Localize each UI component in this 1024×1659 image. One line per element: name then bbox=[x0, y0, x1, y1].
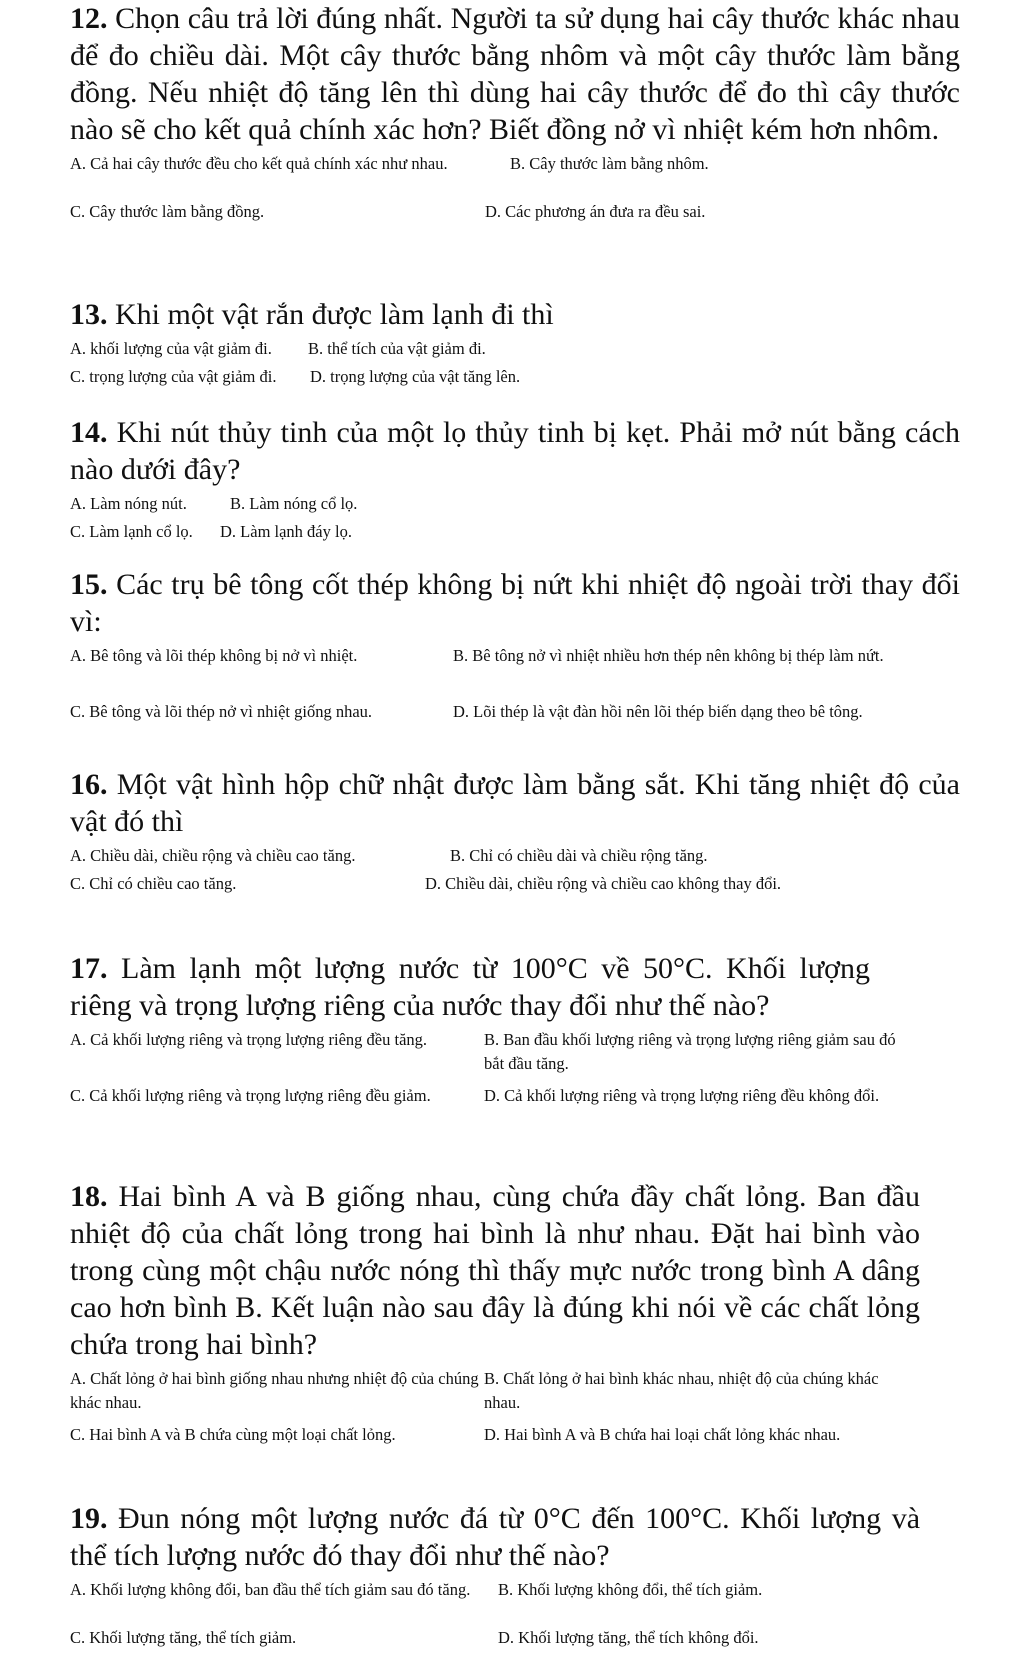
option-b[interactable]: B. Khối lượng không đổi, thể tích giảm. bbox=[498, 1580, 763, 1599]
question-text: Các trụ bê tông cốt thép không bị nứt khi nhiệt độ ngoài trời thay đổi vì: bbox=[70, 568, 961, 638]
option-d[interactable]: D. Lõi thép là vật đàn hồi nên lõi thép biến dạng theo bê tông. bbox=[453, 702, 863, 721]
option-b[interactable]: B. Ban đầu khối lượng riêng và trọng lượng riêng giảm sau đó bắt đầu tăng. bbox=[484, 1030, 896, 1073]
question-number: 15. bbox=[70, 568, 108, 601]
question-13 bbox=[70, 296, 960, 391]
question-text: Khi nút thủy tinh của một lọ thủy tinh bị kẹt. Phải mở nút bằng cách nào dưới đây? bbox=[70, 416, 960, 486]
question-15 bbox=[70, 566, 960, 754]
question-number: 19. bbox=[70, 1502, 108, 1535]
question-text: Một vật hình hộp chữ nhật được làm bằng sắt. Khi tăng nhiệt độ của vật đó thì bbox=[70, 768, 960, 838]
question-text: Hai bình A và B giống nhau, cùng chứa đầy chất lỏng. Ban đầu nhiệt độ của chất lỏng trong hai bình là như nhau. Đặt hai bình vào trong cùng một chậu nước nóng thì thấy mực nước trong bình A dâng cao hơn bình B. Kết luận nào sau đây là đúng khi nói về các chất lỏng chứa trong hai bình? bbox=[70, 1180, 920, 1361]
answer-options bbox=[70, 844, 960, 922]
question-number: 18. bbox=[70, 1180, 108, 1213]
answer-options bbox=[70, 1028, 960, 1138]
option-b[interactable]: B. Chất lỏng ở hai bình khác nhau, nhiệt độ của chúng khác nhau. bbox=[484, 1369, 879, 1412]
answer-options bbox=[70, 1367, 960, 1477]
question-16 bbox=[70, 766, 960, 922]
option-d[interactable]: D. Các phương án đưa ra đều sai. bbox=[485, 202, 706, 221]
question-number: 17. bbox=[70, 952, 108, 985]
question-text: Làm lạnh một lượng nước từ 100°C về 50°C. Khối lượng riêng và trọng lượng riêng của nước thay đổi như thế nào? bbox=[70, 952, 871, 1022]
option-c[interactable]: C. Cây thước làm bằng đồng. bbox=[70, 202, 265, 221]
option-c[interactable]: C. trọng lượng của vật giảm đi. bbox=[70, 367, 277, 386]
option-d[interactable]: D. Chiều dài, chiều rộng và chiều cao không thay đổi. bbox=[425, 874, 782, 893]
answer-options bbox=[70, 337, 960, 391]
question-text: Khi một vật rắn được làm lạnh đi thì bbox=[115, 298, 554, 331]
question-14 bbox=[70, 414, 960, 546]
question-number: 13. bbox=[70, 298, 108, 331]
question-number: 12. bbox=[70, 2, 108, 35]
option-c[interactable]: C. Làm lạnh cổ lọ. bbox=[70, 522, 193, 541]
question-17 bbox=[70, 950, 960, 1138]
option-c[interactable]: C. Chỉ có chiều cao tăng. bbox=[70, 874, 237, 893]
option-a[interactable]: A. Làm nóng nút. bbox=[70, 494, 187, 513]
option-c[interactable]: C. Cả khối lượng riêng và trọng lượng riêng đều giảm. bbox=[70, 1086, 431, 1105]
option-d[interactable]: D. Khối lượng tăng, thể tích không đổi. bbox=[498, 1628, 759, 1647]
option-d[interactable]: D. trọng lượng của vật tăng lên. bbox=[310, 367, 521, 386]
question-18 bbox=[70, 1178, 960, 1477]
option-a[interactable]: A. khối lượng của vật giảm đi. bbox=[70, 339, 272, 358]
question-text: Đun nóng một lượng nước đá từ 0°C đến 100°C. Khối lượng và thể tích lượng nước đó thay đổi như thế nào? bbox=[70, 1502, 921, 1572]
question-19 bbox=[70, 1500, 960, 1658]
option-d[interactable]: D. Hai bình A và B chứa hai loại chất lỏng khác nhau. bbox=[484, 1425, 841, 1444]
option-a[interactable]: A. Bê tông và lõi thép không bị nở vì nhiệt. bbox=[70, 646, 358, 665]
option-a[interactable]: A. Cả hai cây thước đều cho kết quả chính xác như nhau. bbox=[70, 154, 448, 173]
option-d[interactable]: D. Cả khối lượng riêng và trọng lượng riêng đều không đổi. bbox=[484, 1086, 880, 1105]
option-a[interactable]: A. Khối lượng không đổi, ban đầu thể tích giảm sau đó tăng. bbox=[70, 1580, 471, 1599]
option-b[interactable]: B. Cây thước làm bằng nhôm. bbox=[510, 154, 709, 173]
question-number: 14. bbox=[70, 416, 108, 449]
question-number: 16. bbox=[70, 768, 108, 801]
answer-options bbox=[70, 492, 960, 546]
answer-options bbox=[70, 1578, 960, 1658]
option-b[interactable]: B. thể tích của vật giảm đi. bbox=[308, 339, 486, 358]
option-d[interactable]: D. Làm lạnh đáy lọ. bbox=[220, 522, 352, 541]
question-text: Chọn câu trả lời đúng nhất. Người ta sử dụng hai cây thước khác nhau để đo chiều dài. Một cây thước bằng nhôm và một cây thước làm bằng đồng. Nếu nhiệt độ tăng lên thì dùng hai cây thước để đo thì cây thước nào sẽ cho kết quả chính xác hơn? Biết đồng nở vì nhiệt kém hơn nhôm. bbox=[70, 2, 960, 146]
option-a[interactable]: A. Chất lỏng ở hai bình giống nhau nhưng nhiệt độ của chúng khác nhau. bbox=[70, 1369, 479, 1412]
option-b[interactable]: B. Bê tông nở vì nhiệt nhiều hơn thép nên không bị thép làm nứt. bbox=[453, 646, 884, 665]
answer-options bbox=[70, 152, 960, 232]
option-b[interactable]: B. Làm nóng cổ lọ. bbox=[230, 494, 358, 513]
option-c[interactable]: C. Hai bình A và B chứa cùng một loại chất lỏng. bbox=[70, 1425, 396, 1444]
option-c[interactable]: C. Bê tông và lõi thép nở vì nhiệt giống nhau. bbox=[70, 702, 373, 721]
question-12 bbox=[70, 0, 960, 232]
option-c[interactable]: C. Khối lượng tăng, thể tích giảm. bbox=[70, 1628, 297, 1647]
answer-options bbox=[70, 644, 960, 754]
option-b[interactable]: B. Chỉ có chiều dài và chiều rộng tăng. bbox=[450, 846, 708, 865]
option-a[interactable]: A. Chiều dài, chiều rộng và chiều cao tăng. bbox=[70, 846, 356, 865]
option-a[interactable]: A. Cả khối lượng riêng và trọng lượng riêng đều tăng. bbox=[70, 1030, 428, 1049]
